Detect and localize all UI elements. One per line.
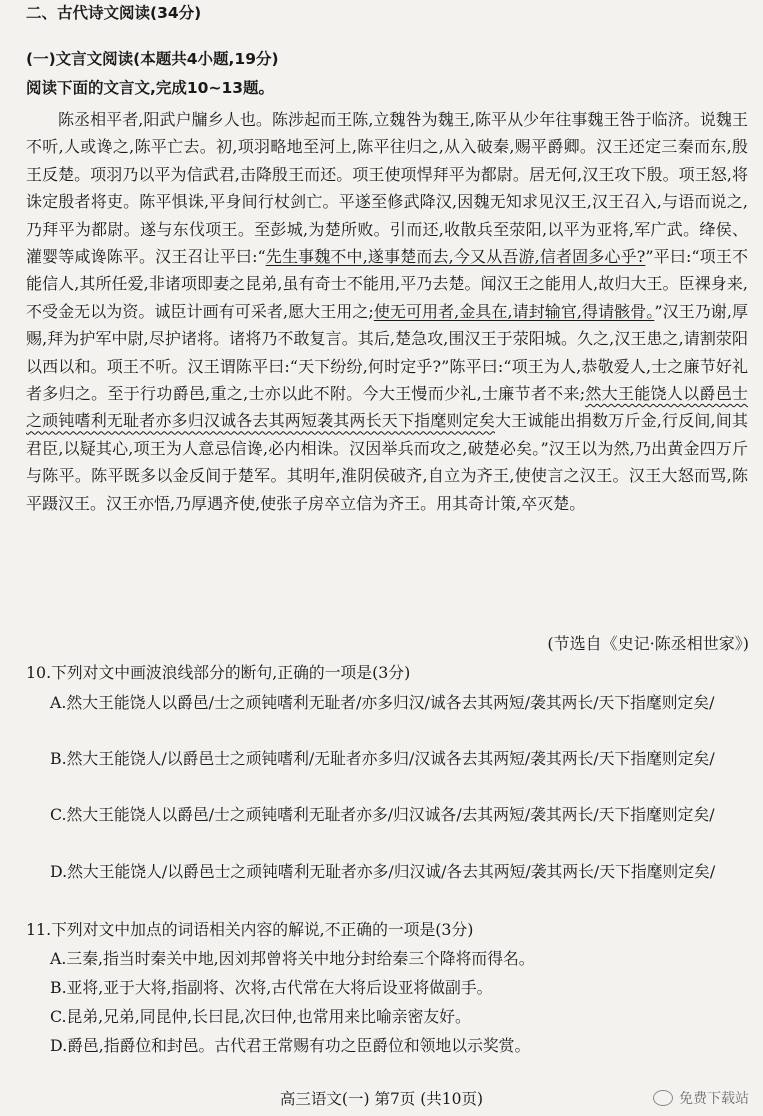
underlined-sentence-1: 先生事魏不中,遂事楚而去,今又从吾游,信者固多心乎? <box>265 247 646 267</box>
underlined-sentence-2: 使无可用者,金具在,请封输官,得请骸骨。 <box>373 301 655 321</box>
section-heading: 二、古代诗文阅读(34分) <box>26 4 202 22</box>
question-10-option-d: D.然大王能饶人/以爵邑士之顽钝嗜利无耻者亦多/归汉诚/各去其两短/袭其两长/天下指麾则定矣/ <box>50 862 716 881</box>
watermark-text: 免费下载站 <box>679 1091 749 1107</box>
instruction: 阅读下面的文言文,完成10~13题。 <box>26 79 275 97</box>
passage-source: (节选自《史记·陈丞相世家》) <box>547 634 749 653</box>
passage-text: 大王诚能出捐数万斤金,行反间,间其君臣,以疑其心,项王为人意忌信谗,必内相诛。汉因举兵而攻之,破楚必矣。”汉王以为然,乃出黄金四万斤与陈平。陈平既多以金反间于楚军。其明年,淮阴侯破齐,自立为齐王,使使言之汉王。汉王大怒而骂,陈平蹑汉王。汉王亦悟,乃厚遇齐使,使张子房卒立信为齐王。用其奇计策,卒灭楚。 <box>26 411 748 513</box>
question-11-stem: 11.下列对文中加点的词语相关内容的解说,不正确的一项是(3分) <box>26 920 474 939</box>
passage-text: ”平曰:“项王不能信人,其所任爱,非诸项即妻之昆弟,虽有奇士不能用,平乃去楚。闻汉王之能用人,故归大王。臣裸身来,不受金无以为资。诚臣计画有可采者,愿大王用之; <box>26 247 748 321</box>
question-11-option-a: A.三秦,指当时秦关中地,因刘邦曾将关中地分封给秦三个降将而得名。 <box>50 949 535 968</box>
subsection-heading: (一)文言文阅读(本题共4小题,19分) <box>26 50 279 68</box>
question-10-option-c: C.然大王能饶人以爵邑/士之顽钝嗜利无耻者亦多/归汉诚各/去其两短/袭其两长/天下指麾则定矣/ <box>50 805 715 824</box>
wavy-underlined-sentence: 然大王能饶人以爵邑士之顽钝嗜利无耻者亦多归汉诚各去其两短袭其两长天下指麾则定矣 <box>26 384 748 431</box>
passage-text: ”汉王乃谢,厚赐,拜为护军中尉,尽护诸将。诸将乃不敢复言。其后,楚急攻,围汉王于荥阳城。久之,汉王患之,请割荥阳以西以和。项王不听。汉王谓陈平曰:“天下纷纷,何时定乎?”陈平曰:“项王为人,恭敬爱人,士之廉节好礼者多归之。至于行功爵邑,重之,士亦以此不附。今大王慢而少礼,士廉节者不来; <box>26 301 748 404</box>
passage-text: 陈丞相平者,阳武户牖乡人也。陈涉起而王陈,立魏咎为魏王,陈平从少年往事魏王咎于临济。说魏王不听,人或谗之,陈平亡去。初,项羽略地至河上,陈平往归之,从入破秦,赐平爵卿。汉王还定三秦而东,殷王反楚。项羽乃以平为信武君,击降殷王而还。项王使项悍拜平为都尉。居无何,汉王攻下殷。项王怒,将诛定殷者将吏。陈平惧诛,平身间行杖剑亡。平遂至修武降汉,因魏无知求见汉王,汉王召入,与语而说之,乃拜平为都尉。遂与东伐项王。至彭城,为楚所败。引而还,收散兵至荥阳,以平为亚将,军广武。绛侯、灌婴等咸谗陈平。汉王召让平曰:“ <box>26 110 748 267</box>
question-11-option-c: C.昆弟,兄弟,同昆仲,长曰昆,次曰仲,也常用来比喻亲密友好。 <box>50 1007 471 1026</box>
question-11-option-b: B.亚将,亚于大将,指副将、次将,古代常在大将后设亚将做副手。 <box>50 978 493 997</box>
question-10-option-b: B.然大王能饶人/以爵邑士之顽钝嗜利/无耻者亦多归/汉诚各去其两短/袭其两长/天下指麾则定矣/ <box>50 749 715 768</box>
watermark <box>653 1088 749 1108</box>
page-footer: 高三语文(一) 第7页 (共10页) <box>279 1090 484 1108</box>
question-10-stem: 10.下列对文中画波浪线部分的断句,正确的一项是(3分) <box>26 663 411 682</box>
question-10-option-a: A.然大王能饶人以爵邑/士之顽钝嗜利无耻者/亦多归汉/诚各去其两短/袭其两长/天下指麾则定矣/ <box>50 693 715 712</box>
wechat-logo-icon <box>653 1090 673 1106</box>
question-11-option-d: D.爵邑,指爵位和封邑。古代君王常赐有功之臣爵位和领地以示奖赏。 <box>50 1036 531 1055</box>
classical-passage <box>26 106 748 517</box>
